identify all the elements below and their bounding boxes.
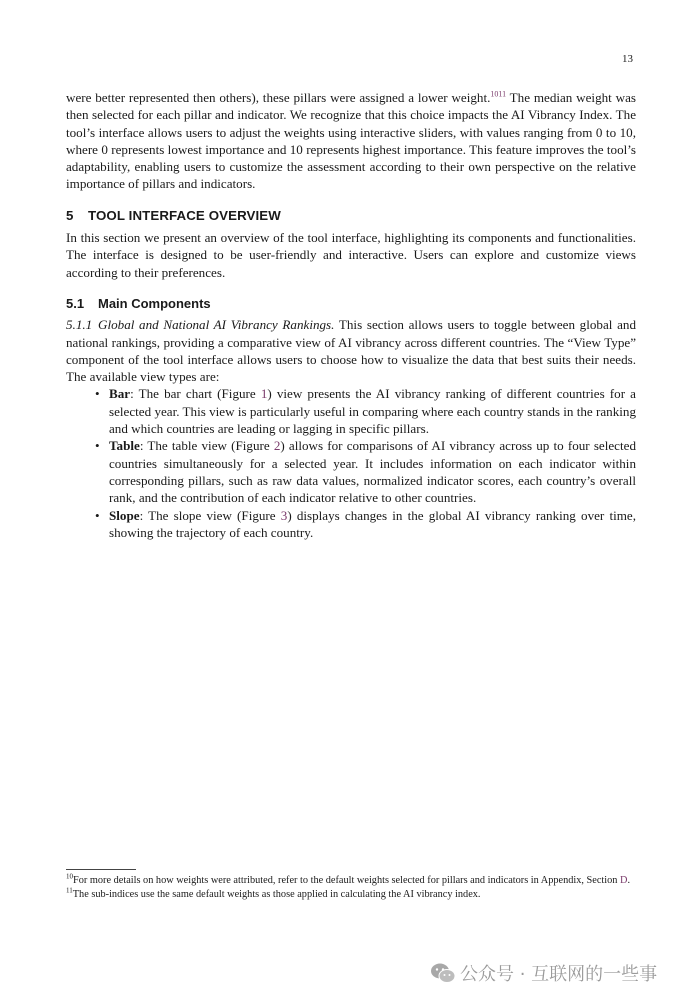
footnote-number: 10 [66,872,73,881]
list-item-text: ) view presents the AI vibrancy ranking of different countries for a selected year. This view is particularly useful in comparing where each country stands in the ranking and which countries are leading or lagging in specific pillars. [109,386,636,437]
list-item-text: : The slope view (Figure [139,507,281,523]
bullet-icon: • [95,386,100,402]
footnote-text: The sub-indices use the same default weights as those applied in calculating the AI vibrancy index. [72,888,481,900]
figure-ref-link[interactable]: 2 [273,438,281,454]
list-item-slope [95,507,636,542]
list-item-text: : The table view (Figure [139,438,274,454]
list-item-text: : The bar chart (Figure [130,386,261,402]
list-item-bar [95,385,636,437]
watermark-text: 公众号 · 互联网的一些事 [460,964,658,985]
list-item-term: Table [109,438,140,454]
bullet-icon: • [95,438,100,454]
footnote-10 [66,874,638,888]
bullet-icon: • [95,507,100,523]
subsection-title: Main Components [98,295,211,311]
footnotes [66,869,638,901]
section-heading [66,207,636,224]
view-types-list [66,385,636,541]
list-item-term: Slope [109,507,140,523]
footnote-11 [66,888,638,902]
intro-text: were better represented then others), these pillars were assigned a lower weight. [66,90,491,105]
figure-ref-link[interactable]: 1 [260,386,268,402]
main-content [66,89,636,541]
section-paragraph: In this section we present an overview of the tool interface, highlighting its components and functionalities. The interface is designed to be user-friendly and interactive. Users can explore and customize views according to their preferences. [66,230,636,280]
footnote-ref-link[interactable]: 1011 [490,89,507,99]
footnote-number: 11 [66,886,73,895]
page-number: 13 [622,53,633,65]
footnote-tail: . [627,875,631,886]
intro-text-continued: The median weight was then selected for each pillar and indicator. We recognize that this choice impacts the AI Vibrancy Index. The tool’s interface allows users to adjust the weights using interactive sliders, with values ranging from 0 to 10, where 0 represents lowest importance and 10 represents highest importance. This feature improves the tool’s adaptability, enabling users to customize the assessment according to their own perspective on the relative importance of pillars and indicators. [66,90,636,192]
section-title: TOOL INTERFACE OVERVIEW [88,207,281,223]
subsection-number: 5.1 [66,295,85,311]
watermark [430,960,657,986]
list-item-table [95,437,636,506]
subsection-heading [66,295,636,312]
appendix-ref-link[interactable]: D [620,875,628,886]
list-item-text: ) displays changes in the global AI vibrancy ranking over time, showing the trajectory of each country. [109,507,636,540]
footnote-text: For more details on how weights were attributed, refer to the default weights selected for pillars and indicators in Appendix, Section [73,875,621,886]
section-number: 5 [66,207,74,223]
subsubsection-paragraph [66,316,636,385]
subsubsection-text: This section allows users to toggle between global and national rankings, providing a comparative view of AI vibrancy across different countries. The “View Type” component of the tool interface allows users to choose how to visualize the data that best suits their needs. The available view types are: [66,317,636,385]
footnote-divider [66,869,136,870]
list-item-term: Bar [109,386,131,402]
figure-ref-link[interactable]: 3 [280,507,288,523]
wechat-icon [430,962,456,984]
subsubsection-number: 5.1.1 [66,317,93,333]
subsubsection-title: Global and National AI Vibrancy Rankings. [98,317,335,333]
list-item-text: ) allows for comparisons of AI vibrancy across up to four selected countries simultaneously for a selected year. It includes information on each indicator within corresponding pillars, such as raw data values, normalized indicator scores, each country’s overall rank, and the contribution of each indicator relative to other countries. [109,438,636,506]
intro-paragraph [66,89,636,193]
